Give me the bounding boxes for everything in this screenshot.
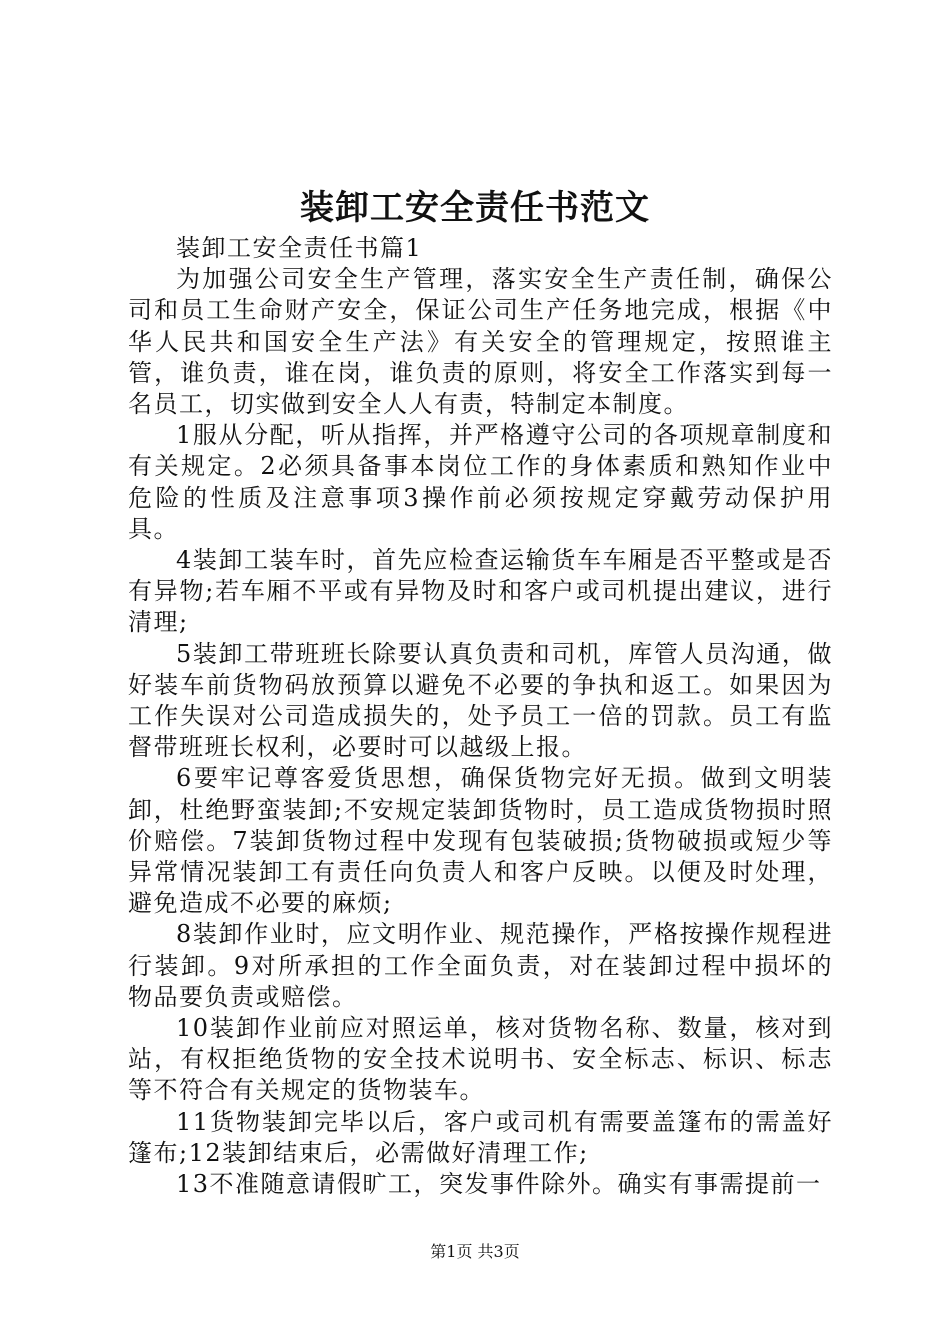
page-footer: 第1页 共3页	[430, 1242, 520, 1261]
paragraph: 1服从分配，听从指挥，并严格遵守公司的各项规章制度和有关规定。2必须具备事本岗位工作的身体素质和熟知作业中危险的性质及注意事项3操作前必须按规定穿戴劳动保护用具。	[128, 421, 833, 543]
paragraph: 11货物装卸完毕以后，客户或司机有需要盖篷布的需盖好篷布;12装卸结束后，必需做好清理工作;	[128, 1107, 833, 1167]
paragraph: 8装卸作业时，应文明作业、规范操作，严格按操作规程进行装卸。9对所承担的工作全面负责，对在装卸过程中损坏的物品要负责或赔偿。	[128, 920, 833, 1011]
paragraph: 10装卸作业前应对照运单，核对货物名称、数量，核对到站，有权拒绝货物的安全技术说明书、安全标志、标识、标志等不符合有关规定的货物装车。	[128, 1014, 833, 1105]
paragraph: 13不准随意请假旷工，突发事件除外。确实有事需提前一	[176, 1170, 822, 1199]
paragraph: 6要牢记尊客爱货思想，确保货物完好无损。做到文明装卸，杜绝野蛮装卸;不安规定装卸货物时，员工造成货物损时照价赔偿。7装卸货物过程中发现有包装破损;货物破损或短少等异常情况装卸工有责任向负责人和客户反映。以便及时处理，避免造成不必要的麻烦;	[128, 764, 833, 918]
paragraph-heading: 装卸工安全责任书篇1	[176, 234, 423, 262]
paragraph: 5装卸工带班班长除要认真负责和司机，库管人员沟通，做好装车前货物码放预算以避免不必要的争执和返工。如果因为工作失误对公司造成损失的，处予员工一倍的罚款。员工有监督带班班长权利，必要时可以越级上报。	[128, 639, 833, 762]
document-body	[128, 233, 833, 1200]
paragraph: 为加强公司安全生产管理，落实安全生产责任制，确保公司和员工生命财产安全，保证公司生产任务地完成，根据《中华人民共和国安全生产法》有关安全的管理规定，按照谁主管，谁负责，谁在岗，谁负责的原则，将安全工作落实到每一名员工，切实做到安全人人有责，特制定本制度。	[128, 265, 833, 419]
document-title: 装卸工安全责任书范文	[300, 188, 650, 228]
paragraph: 4装卸工装车时，首先应检查运输货车车厢是否平整或是否有异物;若车厢不平或有异物及时和客户或司机提出建议，进行清理;	[128, 546, 833, 637]
